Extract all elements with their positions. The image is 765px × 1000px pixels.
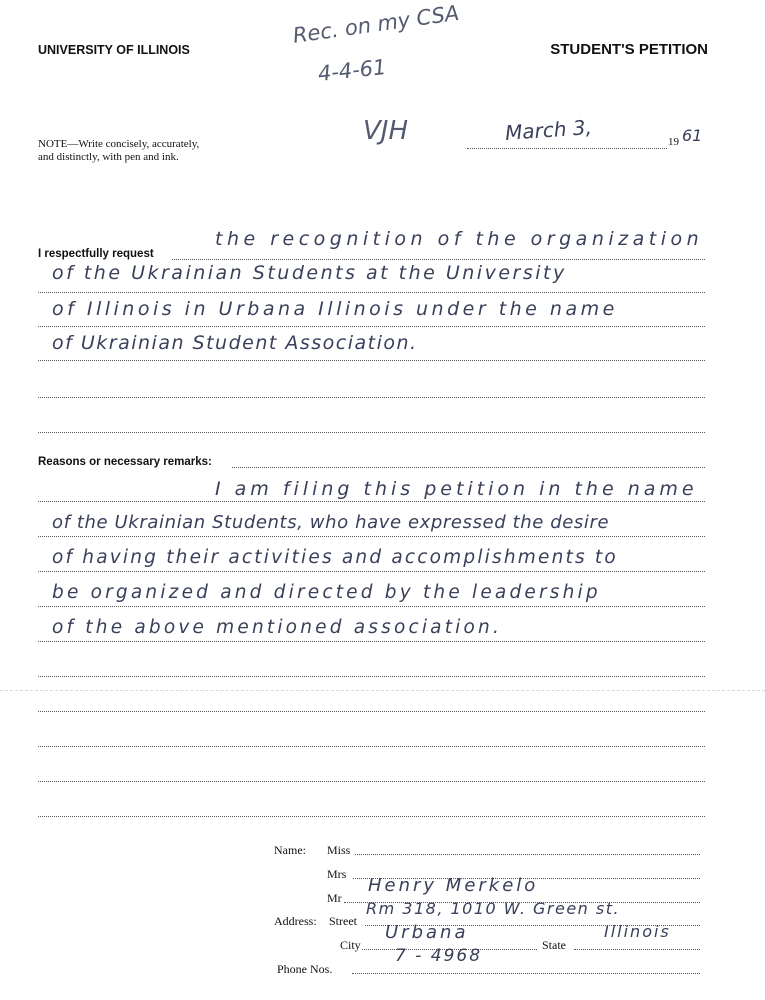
state-line (574, 949, 700, 950)
phone-value: 7 - 4968 (395, 946, 483, 966)
reasons-label: Reasons or necessary remarks: (38, 456, 212, 468)
name-value: Henry Merkelo (368, 875, 539, 896)
mrs-label: Mrs (327, 867, 347, 881)
phone-line (352, 973, 700, 974)
miss-label: Miss (327, 843, 351, 857)
city-value: Urbana (385, 922, 469, 943)
form-title: STUDENT'S PETITION (550, 41, 708, 58)
request-line-3 (38, 326, 705, 327)
date-handwritten: March 3, (504, 114, 593, 146)
reasons-line-11 (38, 816, 705, 817)
reasons-text-3: of having their activities and accomplishments to (52, 547, 618, 568)
reasons-line-2 (38, 501, 705, 502)
request-label: I respectfully request (38, 248, 154, 260)
street-label: Street (329, 914, 357, 928)
note-line-1: NOTE—Write concisely, accurately, (38, 138, 200, 150)
reasons-line-8 (38, 711, 705, 712)
request-text-3: of Illinois in Urbana Illinois under the name (52, 298, 618, 320)
request-line-1 (172, 259, 705, 260)
university-name: UNIVERSITY OF ILLINOIS (38, 43, 190, 57)
request-line-5 (38, 397, 705, 398)
date-year-prefix: 19 (668, 136, 679, 148)
city-label: City (340, 938, 361, 952)
request-text-1: the recognition of the organization (215, 228, 704, 250)
reasons-line-9 (38, 746, 705, 747)
note-line-2: and distinctly, with pen and ink. (38, 151, 179, 163)
initials: VJH (363, 116, 409, 146)
date-line (467, 148, 667, 149)
paper-fold (0, 690, 765, 691)
mr-label: Mr (327, 891, 342, 905)
state-value: Illinois (604, 922, 671, 941)
reasons-text-1: I am filing this petition in the name (215, 478, 698, 500)
phone-label: Phone Nos. (277, 962, 333, 976)
request-line-4 (38, 360, 705, 361)
name-label: Name: (274, 843, 306, 857)
received-note: Rec. on my CSA (291, 0, 461, 48)
reasons-text-5: of the above mentioned association. (52, 617, 503, 638)
note-text (38, 138, 199, 164)
reasons-text-2: of the Ukrainian Students, who have expressed the desire (52, 512, 610, 533)
address-label: Address: (274, 914, 317, 928)
request-text-4: of Ukrainian Student Association. (52, 332, 418, 354)
reasons-line-4 (38, 571, 705, 572)
reasons-line-10 (38, 781, 705, 782)
street-value: Rm 318, 1010 W. Green st. (366, 899, 621, 918)
request-line-6 (38, 432, 705, 433)
received-date-note: 4-4-61 (316, 54, 388, 86)
request-text-2: of the Ukrainian Students at the University (52, 262, 567, 284)
miss-line (355, 854, 700, 855)
reasons-line-5 (38, 606, 705, 607)
reasons-line-1 (232, 467, 705, 468)
date-year-suffix: 61 (682, 126, 703, 145)
reasons-text-4: be organized and directed by the leadership (52, 582, 601, 603)
reasons-line-3 (38, 536, 705, 537)
request-line-2 (38, 292, 705, 293)
reasons-line-7 (38, 676, 705, 677)
state-label: State (542, 938, 566, 952)
reasons-line-6 (38, 641, 705, 642)
